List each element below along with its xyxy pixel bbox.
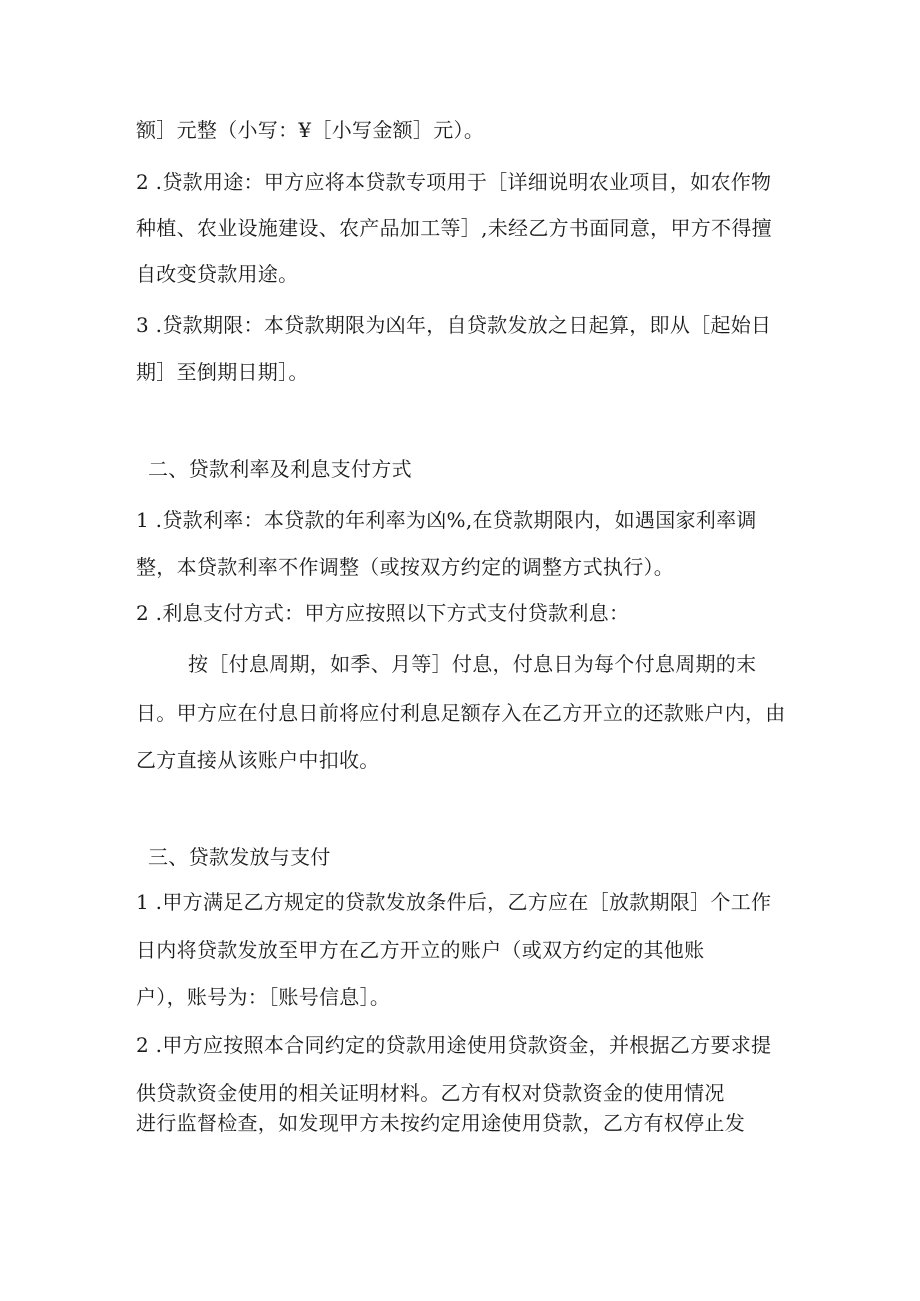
text-line: 1 .贷款利率：本贷款的年利率为凶%,在贷款期限内，如遇国家利率调: [136, 508, 757, 532]
text-line: 2 .利息支付方式：甲方应按照以下方式支付贷款利息：: [136, 601, 630, 625]
text-line: 日。甲方应在付息日前将应付利息足额存入在乙方开立的还款账户内，由: [136, 701, 786, 725]
section-heading: 三、贷款发放与支付: [148, 845, 331, 869]
text-line: 供贷款资金使用的相关证明材料。乙方有权对贷款资金的使用情况: [136, 1081, 725, 1105]
text-line: 2 .贷款用途：甲方应将本贷款专项用于［详细说明农业项目，如农作物: [136, 170, 772, 194]
text-line: 日内将贷款发放至甲方在乙方开立的账户（或双方约定的其他账: [136, 938, 705, 962]
text-line: 3 .贷款期限：本贷款期限为凶年，自贷款发放之日起算，即从［起始日: [136, 313, 772, 337]
text-line: 户），账号为：［账号信息］。: [136, 985, 391, 1009]
text-line: 自改变贷款用途。: [136, 262, 299, 286]
text-line: 整，本贷款利率不作调整（或按双方约定的调整方式执行）。: [136, 555, 675, 579]
text-line: 1 .甲方满足乙方规定的贷款发放条件后，乙方应在［放款期限］个工作: [136, 890, 772, 914]
text-line: 进行监督检查，如发现甲方未按约定用途使用贷款，乙方有权停止发: [136, 1111, 745, 1135]
section-heading: 二、贷款利率及利息支付方式: [148, 457, 412, 481]
text-line: 按［付息周期，如季、月等］付息，付息日为每个付息周期的末: [188, 652, 757, 676]
text-line: 期］至倒期日期］。: [136, 360, 309, 384]
text-line: 2 .甲方应按照本合同约定的贷款用途使用贷款资金，并根据乙方要求提: [136, 1033, 772, 1057]
text-line: 种植、农业设施建设、农产品加工等］,未经乙方书面同意，甲方不得擅: [136, 216, 772, 240]
text-line: 乙方直接从该账户中扣收。: [136, 748, 380, 772]
text-line: 额］元整（小写：¥［小写金额］元）。: [136, 118, 485, 142]
